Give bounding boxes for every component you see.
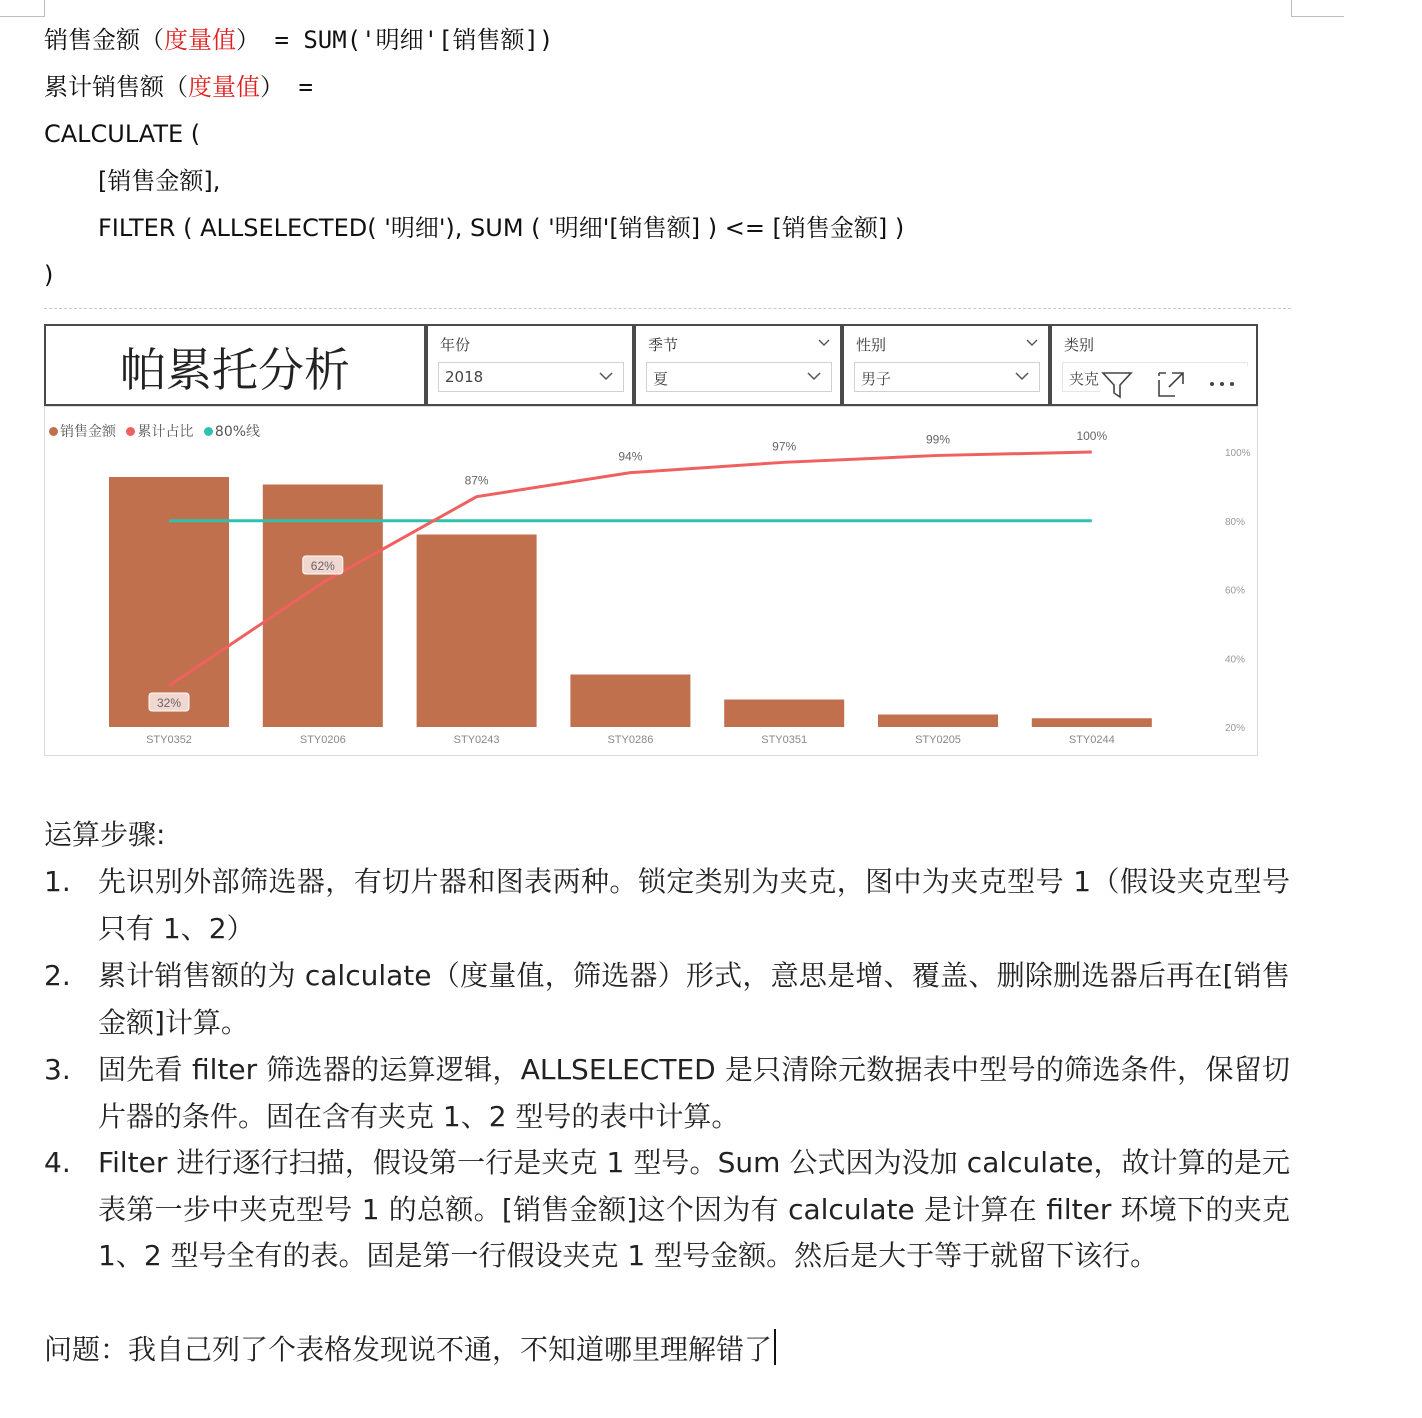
bar xyxy=(109,477,229,727)
slicer-dropdown[interactable] xyxy=(646,362,832,392)
steps-heading: 运算步骤: xyxy=(44,818,166,851)
step-number: 4. xyxy=(44,1146,71,1179)
data-label: 87% xyxy=(464,473,489,488)
bar xyxy=(724,700,844,728)
x-tick-label: STY0244 xyxy=(1068,734,1115,746)
bar xyxy=(1032,718,1152,727)
code-line-4: [销售金额], xyxy=(98,167,221,195)
step-number: 3. xyxy=(44,1053,71,1086)
slicer-value: 男子 xyxy=(861,370,892,388)
slicer-year[interactable] xyxy=(426,324,634,406)
step-text: 固先看 filter 筛选器的运算逻辑，ALLSELECTED 是只清除元数据表中型号的筛选条件，保留切片器的条件。固在含有夹克 1、2 型号的表中计算。 xyxy=(98,1053,1290,1133)
page-corner-marker-left xyxy=(0,0,45,17)
pareto-report xyxy=(44,322,1258,756)
measure-tag: 度量值 xyxy=(188,73,260,101)
data-label: 97% xyxy=(772,439,797,454)
x-tick-label: STY0286 xyxy=(607,734,654,746)
slicer-label: 年份 xyxy=(440,336,471,354)
bar xyxy=(878,715,998,728)
data-label: 100% xyxy=(1076,429,1108,443)
legend-item: 累计占比 xyxy=(137,424,194,440)
report-title: 帕累托分析 xyxy=(120,343,350,397)
section-divider xyxy=(44,308,1291,309)
x-tick-label: STY0352 xyxy=(146,734,192,746)
y2-tick-label: 40% xyxy=(1225,654,1246,666)
slicer-label: 性别 xyxy=(856,336,887,354)
slicer-dropdown[interactable] xyxy=(854,362,1040,392)
focus-mode-icon[interactable] xyxy=(1154,368,1188,400)
x-tick-label: STY0205 xyxy=(915,734,961,746)
slicer-label: 季节 xyxy=(648,336,679,354)
x-tick-label: STY0206 xyxy=(299,734,346,746)
report-title-box xyxy=(44,324,426,406)
step-number: 2. xyxy=(44,959,71,992)
data-label: 32% xyxy=(156,696,182,710)
bar xyxy=(570,675,690,728)
x-tick-label: STY0351 xyxy=(761,734,808,746)
measure-tag: 度量值 xyxy=(164,26,236,54)
chevron-down-icon xyxy=(805,367,823,385)
step-text: Filter 进行逐行扫描，假设第一行是夹克 1 型号。Sum 公式因为没加 calculate，故计算的是元表第一步中夹克型号 1 的总额。[销售金额]这个因为有 calculate 是计算在 filter 环境下的夹克 1、2 型号全有的表。固是第一行假设夹克 1 型号金额。然后是大于等于就留下该行。 xyxy=(98,1146,1290,1272)
visual-toolbar xyxy=(1100,366,1250,402)
code-line-1: 销售金额（度量值） = SUM('明细'[销售额]) xyxy=(44,26,554,54)
text-cursor xyxy=(774,1329,776,1365)
data-label: 94% xyxy=(618,449,643,464)
question-text: 问题：我自己列了个表格发现说不通，不知道哪里理解错了 xyxy=(44,1333,773,1366)
code-line-5: FILTER ( ALLSELECTED( '明细'), SUM ( '明细'[销售额] ) <= [销售金额] ) xyxy=(98,214,905,242)
slicer-value: 夹克 xyxy=(1069,370,1100,388)
data-label: 99% xyxy=(925,432,951,447)
legend-item: 80%线 xyxy=(214,424,261,440)
slicer-dropdown[interactable] xyxy=(438,362,624,392)
chart-plot xyxy=(45,407,1257,755)
filter-icon[interactable] xyxy=(1100,368,1134,400)
chevron-down-icon xyxy=(1013,367,1031,385)
x-tick-label: STY0243 xyxy=(453,734,500,746)
slicer-label: 类别 xyxy=(1064,336,1095,354)
bar xyxy=(417,535,537,728)
code-line-6: ) xyxy=(44,261,54,289)
chevron-down-icon[interactable] xyxy=(1024,336,1040,350)
step-number: 1. xyxy=(44,865,71,898)
y2-tick-label: 20% xyxy=(1225,723,1246,734)
step-text: 先识别外部筛选器，有切片器和图表两种。锁定类别为夹克，图中为夹克型号 1（假设夹克型号只有 1、2） xyxy=(98,865,1290,945)
more-options-icon[interactable] xyxy=(1206,368,1240,400)
slicer-value: 2018 xyxy=(445,368,484,386)
page-corner-marker-right xyxy=(1291,0,1344,17)
slicer-gender[interactable] xyxy=(842,324,1050,406)
data-label: 62% xyxy=(310,559,335,573)
step-text: 累计销售额的为 calculate（度量值，筛选器）形式，意思是增、覆盖、删除删选器后再在[销售金额]计算。 xyxy=(98,959,1290,1039)
code-line-3: CALCULATE ( xyxy=(44,120,201,148)
slicer-season[interactable] xyxy=(634,324,842,406)
legend-item: 销售金额 xyxy=(60,424,116,440)
question-line xyxy=(44,1327,776,1373)
y2-tick-label: 100% xyxy=(1225,448,1251,459)
pareto-chart xyxy=(44,406,1258,756)
chevron-down-icon xyxy=(597,367,615,385)
code-line-2: 累计销售额（度量值） = xyxy=(44,73,313,101)
chevron-down-icon[interactable] xyxy=(816,336,832,350)
slicer-value: 夏 xyxy=(653,370,669,388)
y2-tick-label: 60% xyxy=(1225,585,1246,597)
y2-tick-label: 80% xyxy=(1225,516,1246,528)
